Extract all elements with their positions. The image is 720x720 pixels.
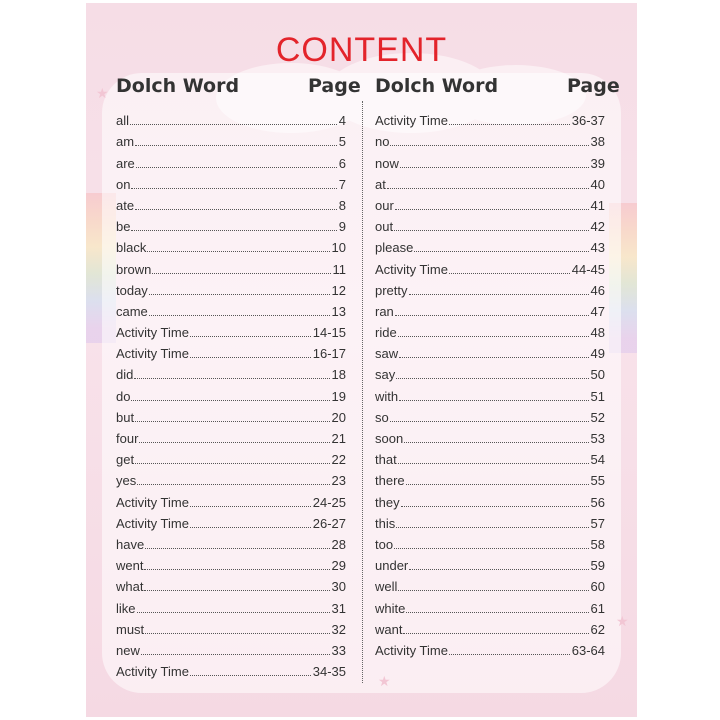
contents-row	[116, 233, 346, 254]
page-number: 49	[590, 346, 605, 362]
dot-leader	[152, 273, 330, 274]
dot-leader	[404, 442, 588, 443]
right-page-header: Page	[567, 75, 620, 97]
dot-leader	[190, 336, 311, 337]
dolch-word: out	[375, 219, 394, 235]
dot-leader	[145, 548, 329, 549]
page-number: 62	[590, 621, 605, 637]
page-number: 24-25	[312, 494, 346, 510]
dolch-word: saw	[375, 346, 399, 362]
dot-leader	[149, 315, 330, 316]
page-number: 11	[332, 261, 346, 277]
page-number: 46	[590, 282, 605, 298]
dolch-word: did	[116, 367, 134, 383]
dolch-word: want	[375, 621, 403, 637]
dolch-word: now	[375, 155, 399, 171]
dolch-word: our	[375, 197, 394, 213]
contents-row	[375, 424, 605, 445]
dot-leader	[139, 442, 329, 443]
page-number: 38	[590, 134, 605, 150]
dot-leader	[399, 357, 588, 358]
dolch-word: have	[116, 536, 145, 552]
contents-row	[375, 318, 605, 339]
page-number: 60	[590, 579, 605, 595]
dot-leader	[401, 506, 589, 507]
dot-leader	[390, 421, 589, 422]
dot-leader	[398, 336, 589, 337]
contents-row	[116, 212, 346, 233]
dolch-word: that	[375, 452, 397, 468]
dolch-word: Activity Time	[116, 515, 189, 531]
dot-leader	[136, 167, 337, 168]
contents-row	[375, 593, 605, 614]
contents-row	[116, 360, 346, 381]
page-number: 28	[331, 536, 346, 552]
page-number: 29	[331, 558, 346, 574]
dot-leader	[400, 167, 589, 168]
dolch-word: Activity Time	[116, 494, 189, 510]
dolch-word: do	[116, 388, 131, 404]
contents-row	[116, 318, 346, 339]
contents-row	[116, 191, 346, 212]
page-number: 61	[590, 600, 605, 616]
dolch-word: Activity Time	[116, 325, 189, 341]
contents-row	[375, 615, 605, 636]
contents-row	[375, 233, 605, 254]
contents-row	[375, 509, 605, 530]
dolch-word: no	[375, 134, 390, 150]
dolch-word: came	[116, 303, 148, 319]
dolch-word: with	[375, 388, 399, 404]
dolch-word: yes	[116, 473, 137, 489]
dot-leader	[135, 463, 329, 464]
contents-row	[116, 339, 346, 360]
page-number: 7	[338, 176, 346, 192]
page-number: 4	[338, 113, 346, 129]
dolch-word: on	[116, 176, 131, 192]
page-number: 9	[338, 219, 346, 235]
page-number: 16-17	[312, 346, 346, 362]
dolch-word: Activity Time	[375, 261, 448, 277]
contents-row	[116, 106, 346, 127]
page-number: 12	[331, 282, 346, 298]
dolch-word: brown	[116, 261, 152, 277]
dot-leader	[394, 230, 588, 231]
dot-leader	[399, 400, 588, 401]
page-number: 58	[590, 536, 605, 552]
star-icon: ★	[378, 673, 391, 689]
dot-leader	[144, 569, 329, 570]
dot-leader	[398, 463, 589, 464]
contents-row	[116, 572, 346, 593]
contents-row	[375, 276, 605, 297]
dolch-word: went	[116, 558, 144, 574]
contents-row	[116, 297, 346, 318]
contents-row	[375, 297, 605, 318]
dot-leader	[403, 633, 588, 634]
dolch-word: soon	[375, 431, 404, 446]
contents-row	[116, 487, 346, 508]
page-number: 55	[590, 473, 605, 489]
right-contents-list	[375, 106, 605, 657]
contents-row	[116, 445, 346, 466]
page-number: 20	[331, 409, 346, 425]
contents-row	[375, 636, 605, 657]
dot-leader	[190, 357, 311, 358]
contents-row	[116, 381, 346, 402]
contents-row	[375, 403, 605, 424]
dolch-word: but	[116, 409, 135, 425]
star-icon: ★	[616, 613, 629, 629]
dot-leader	[449, 273, 570, 274]
dolch-word: today	[116, 282, 148, 298]
page-number: 18	[331, 367, 346, 383]
contents-row	[375, 487, 605, 508]
star-icon: ★	[96, 85, 109, 101]
page-number: 48	[590, 325, 605, 341]
contents-row	[116, 615, 346, 636]
contents-row	[375, 148, 605, 169]
dot-leader	[387, 188, 589, 189]
contents-row	[116, 509, 346, 530]
page-number: 44-45	[571, 261, 605, 277]
dolch-word: am	[116, 134, 135, 150]
contents-row	[116, 148, 346, 169]
dolch-word: please	[375, 240, 414, 256]
contents-row	[375, 254, 605, 275]
left-page-header: Page	[308, 75, 361, 97]
page-number: 39	[590, 155, 605, 171]
dolch-word: Activity Time	[375, 642, 448, 658]
contents-row	[116, 530, 346, 551]
contents-row	[116, 424, 346, 445]
page-number: 30	[331, 579, 346, 595]
dot-leader	[130, 124, 337, 125]
contents-row	[375, 212, 605, 233]
dolch-word: say	[375, 367, 396, 383]
dolch-word: they	[375, 494, 400, 510]
contents-row	[116, 170, 346, 191]
dot-leader	[145, 633, 329, 634]
dot-leader	[131, 230, 336, 231]
dolch-word: are	[116, 155, 135, 171]
page-number: 8	[338, 197, 346, 213]
dolch-word: ate	[116, 197, 135, 213]
dot-leader	[190, 527, 311, 528]
page-number: 41	[590, 197, 605, 213]
contents-row	[116, 551, 346, 572]
dot-leader	[147, 251, 329, 252]
page-number: 34-35	[312, 664, 346, 680]
dolch-word: there	[375, 473, 405, 489]
page-number: 42	[590, 219, 605, 235]
contents-row	[116, 466, 346, 487]
page-number: 32	[331, 621, 346, 637]
contents-row	[116, 593, 346, 614]
page-number: 47	[590, 303, 605, 319]
dolch-word: pretty	[375, 282, 408, 298]
dolch-word: new	[116, 642, 140, 658]
page-number: 26-27	[312, 515, 346, 531]
dolch-word: so	[375, 409, 389, 425]
column-divider	[362, 101, 363, 683]
right-word-header: Dolch Word	[375, 75, 499, 97]
dot-leader	[395, 315, 589, 316]
contents-row	[375, 106, 605, 127]
dolch-word: get	[116, 452, 135, 468]
dot-leader	[414, 251, 588, 252]
contents-row	[116, 636, 346, 657]
page-number: 23	[331, 473, 346, 489]
contents-row	[375, 530, 605, 551]
page-title: CONTENT	[275, 31, 448, 69]
page-number: 54	[590, 452, 605, 468]
dolch-word: four	[116, 431, 139, 446]
page-number: 6	[338, 155, 346, 171]
dot-leader	[409, 569, 588, 570]
contents-row	[116, 276, 346, 297]
dot-leader	[390, 145, 588, 146]
contents-row	[375, 339, 605, 360]
contents-row	[375, 445, 605, 466]
page-number: 21	[331, 431, 346, 446]
dot-leader	[131, 400, 329, 401]
contents-row	[375, 170, 605, 191]
dot-leader	[190, 675, 311, 676]
dot-leader	[409, 294, 589, 295]
dolch-word: Activity Time	[116, 664, 189, 680]
left-word-header: Dolch Word	[116, 75, 240, 97]
dot-leader	[449, 654, 570, 655]
dolch-word: ran	[375, 303, 394, 319]
contents-row	[116, 127, 346, 148]
dot-leader	[449, 124, 570, 125]
dolch-word: must	[116, 621, 145, 637]
dolch-word: black	[116, 240, 147, 256]
contents-row	[375, 127, 605, 148]
page-number: 13	[331, 303, 346, 319]
dot-leader	[398, 590, 588, 591]
dot-leader	[190, 506, 311, 507]
dot-leader	[406, 612, 588, 613]
dolch-word: well	[375, 579, 398, 595]
dolch-word: too	[375, 536, 394, 552]
contents-row	[116, 403, 346, 424]
page-number: 52	[590, 409, 605, 425]
dolch-word: Activity Time	[116, 346, 189, 362]
contents-row	[375, 572, 605, 593]
page-number: 31	[331, 600, 346, 616]
page-number: 50	[590, 367, 605, 383]
dot-leader	[396, 378, 588, 379]
dot-leader	[396, 527, 588, 528]
dolch-word: all	[116, 113, 130, 129]
page-number: 36-37	[571, 113, 605, 129]
page-number: 43	[590, 240, 605, 256]
page-number: 56	[590, 494, 605, 510]
dot-leader	[144, 590, 329, 591]
dolch-word: what	[116, 579, 144, 595]
page-number: 57	[590, 515, 605, 531]
dolch-word: be	[116, 219, 131, 235]
contents-row	[116, 254, 346, 275]
dolch-word: at	[375, 176, 386, 192]
page-number: 53	[590, 431, 605, 446]
dot-leader	[137, 484, 329, 485]
dolch-word: ride	[375, 325, 397, 341]
dot-leader	[141, 654, 330, 655]
contents-row	[375, 191, 605, 212]
left-contents-list	[116, 106, 346, 678]
page-number: 33	[331, 642, 346, 658]
contents-row	[375, 551, 605, 572]
dot-leader	[137, 612, 330, 613]
dot-leader	[149, 294, 330, 295]
contents-row	[116, 657, 346, 678]
page-number: 19	[331, 388, 346, 404]
dot-leader	[395, 209, 589, 210]
dolch-word: Activity Time	[375, 113, 448, 129]
page-number: 22	[331, 452, 346, 468]
dot-leader	[135, 209, 337, 210]
dolch-word: under	[375, 558, 409, 574]
contents-row	[375, 360, 605, 381]
page-number: 14-15	[312, 325, 346, 341]
dot-leader	[134, 378, 329, 379]
page-number: 40	[590, 176, 605, 192]
page-number: 51	[590, 388, 605, 404]
book-page	[86, 3, 637, 717]
page-number: 63-64	[571, 642, 605, 658]
dolch-word: white	[375, 600, 406, 616]
dolch-word: this	[375, 515, 396, 531]
page-number: 59	[590, 558, 605, 574]
page-number: 10	[331, 240, 346, 256]
contents-row	[375, 466, 605, 487]
dot-leader	[131, 188, 336, 189]
dot-leader	[394, 548, 588, 549]
page-number: 5	[338, 134, 346, 150]
dolch-word: like	[116, 600, 136, 616]
dot-leader	[406, 484, 589, 485]
contents-row	[375, 381, 605, 402]
dot-leader	[135, 421, 329, 422]
dot-leader	[135, 145, 337, 146]
